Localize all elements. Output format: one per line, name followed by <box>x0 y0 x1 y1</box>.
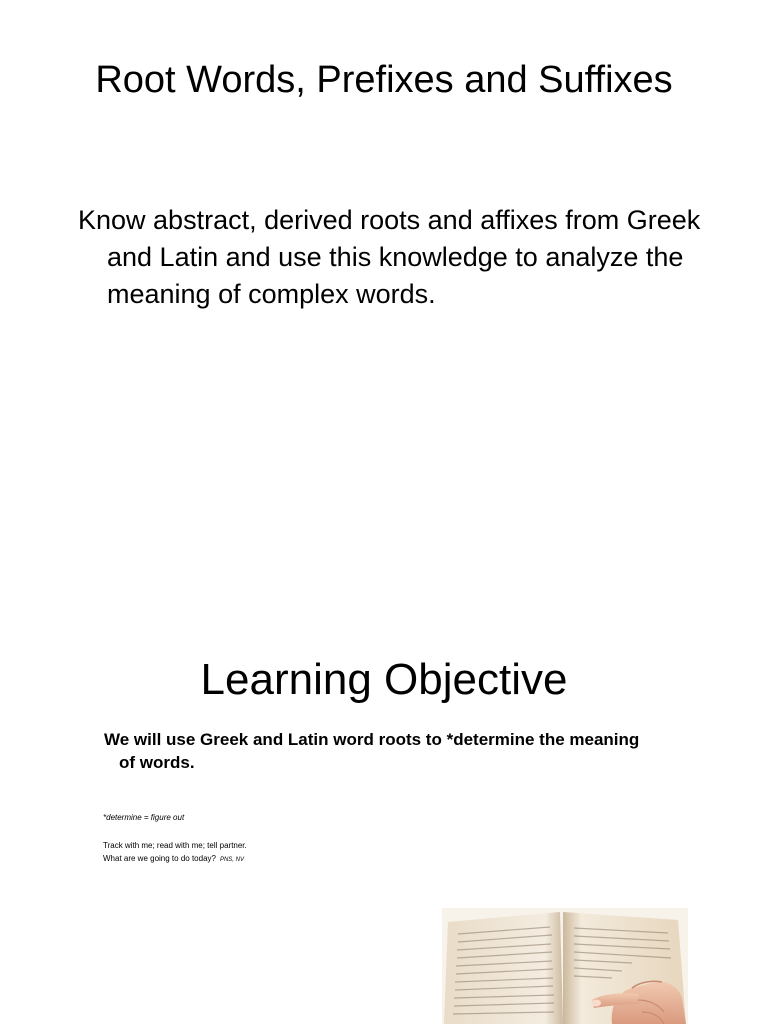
teacher-note-tag: PNS, NV <box>219 857 244 863</box>
teacher-note-line-1 <box>103 841 247 850</box>
learning-objective-text: We will use Greek and Latin word roots to *determine the meaning of words. <box>104 730 640 772</box>
teacher-note-line-2-text: What are we going to do today? <box>103 854 216 863</box>
teacher-note-line-2 <box>103 854 244 863</box>
slide-2-title: Learning Objective <box>200 655 568 704</box>
teacher-note-line-1-text: Track with me; read with me; tell partner. <box>103 841 247 850</box>
dictionary-photo <box>442 908 688 1024</box>
slide-1-body: Know abstract, derived roots and affixes from Greek and Latin and use this knowledge to analyze the meaning of complex words. <box>78 205 701 309</box>
slide-1-title: Root Words, Prefixes and Suffixes <box>95 59 673 101</box>
determine-footnote: *determine = figure out <box>103 813 185 822</box>
open-dictionary-icon <box>442 908 688 1024</box>
slide-2 <box>0 512 768 1024</box>
